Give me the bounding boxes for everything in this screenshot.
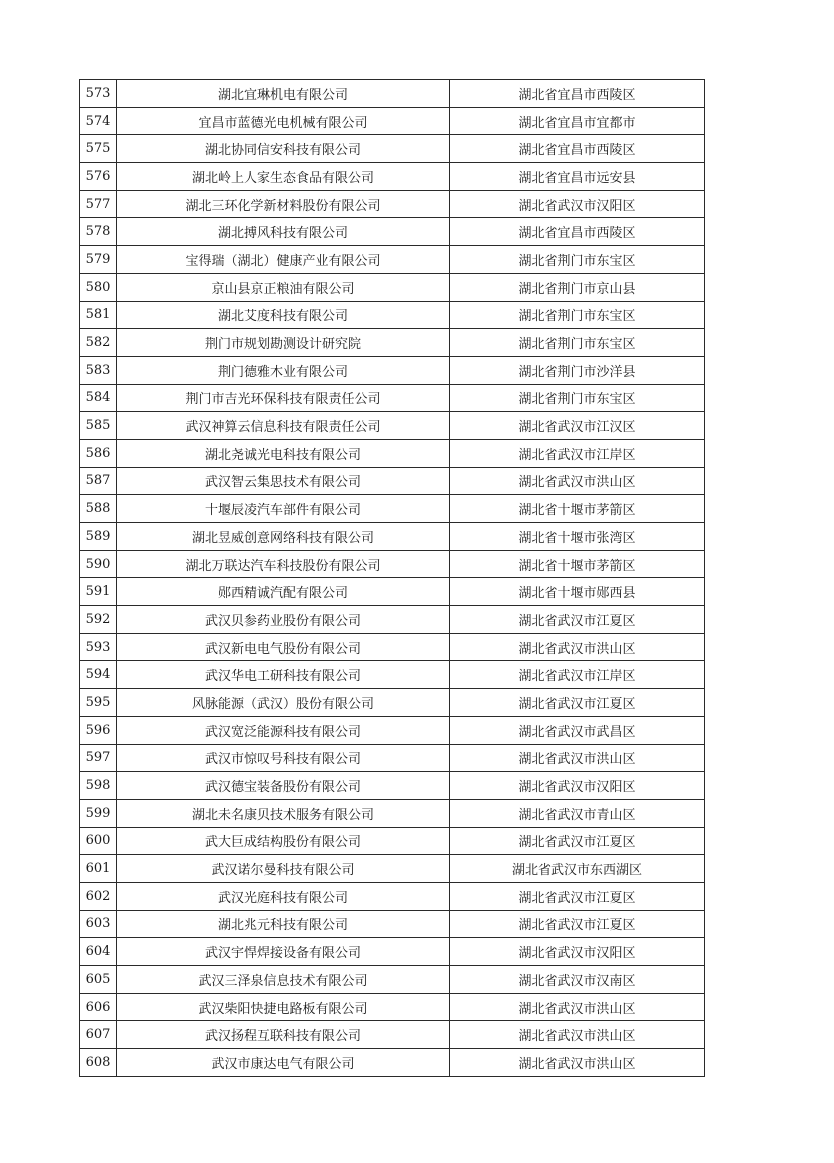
company-location: 湖北省武汉市洪山区 [450, 1049, 705, 1077]
row-number: 595 [80, 689, 117, 717]
company-name: 武汉神算云信息科技有限责任公司 [117, 412, 450, 440]
company-name: 武汉市康达电气有限公司 [117, 1049, 450, 1077]
row-number: 580 [80, 273, 117, 301]
row-number: 573 [80, 80, 117, 108]
company-name: 武汉三泽泉信息技术有限公司 [117, 966, 450, 994]
table-row [80, 827, 705, 855]
company-location: 湖北省武汉市江夏区 [450, 606, 705, 634]
table-row [80, 273, 705, 301]
row-number: 598 [80, 772, 117, 800]
table-row [80, 495, 705, 523]
table-row [80, 135, 705, 163]
company-location: 湖北省宜昌市西陵区 [450, 80, 705, 108]
company-name: 郧西精诚汽配有限公司 [117, 578, 450, 606]
company-location: 湖北省荆门市京山县 [450, 273, 705, 301]
table-row [80, 329, 705, 357]
company-name: 十堰辰凌汽车部件有限公司 [117, 495, 450, 523]
row-number: 587 [80, 467, 117, 495]
table-row [80, 882, 705, 910]
company-location: 湖北省十堰市茅箭区 [450, 550, 705, 578]
table-row [80, 716, 705, 744]
company-name: 武汉智云集思技术有限公司 [117, 467, 450, 495]
row-number: 575 [80, 135, 117, 163]
company-name: 湖北尧诚光电科技有限公司 [117, 439, 450, 467]
table-row [80, 107, 705, 135]
company-location: 湖北省武汉市江岸区 [450, 661, 705, 689]
company-name: 荆门市吉光环保科技有限责任公司 [117, 384, 450, 412]
company-location: 湖北省武汉市汉阳区 [450, 772, 705, 800]
company-name: 湖北岭上人家生态食品有限公司 [117, 163, 450, 191]
row-number: 593 [80, 633, 117, 661]
table-row [80, 1021, 705, 1049]
row-number: 589 [80, 523, 117, 551]
table-row [80, 412, 705, 440]
table-row [80, 80, 705, 108]
table-row [80, 523, 705, 551]
company-location: 湖北省武汉市江夏区 [450, 827, 705, 855]
row-number: 586 [80, 439, 117, 467]
table-row [80, 246, 705, 274]
company-location: 湖北省宜昌市西陵区 [450, 135, 705, 163]
company-location: 湖北省荆门市东宝区 [450, 301, 705, 329]
row-number: 602 [80, 882, 117, 910]
row-number: 605 [80, 966, 117, 994]
company-location: 湖北省武汉市江夏区 [450, 882, 705, 910]
company-location: 湖北省武汉市洪山区 [450, 467, 705, 495]
table-row [80, 938, 705, 966]
company-location: 湖北省武汉市汉阳区 [450, 190, 705, 218]
row-number: 599 [80, 799, 117, 827]
company-location: 湖北省荆门市沙洋县 [450, 356, 705, 384]
company-name: 武汉扬程互联科技有限公司 [117, 1021, 450, 1049]
row-number: 577 [80, 190, 117, 218]
company-name: 荆门市规划勘测设计研究院 [117, 329, 450, 357]
company-name: 京山县京正粮油有限公司 [117, 273, 450, 301]
company-location: 湖北省宜昌市西陵区 [450, 218, 705, 246]
table-row [80, 993, 705, 1021]
table-row [80, 606, 705, 634]
company-location: 湖北省十堰市茅箭区 [450, 495, 705, 523]
table-row [80, 301, 705, 329]
row-number: 574 [80, 107, 117, 135]
company-location: 湖北省十堰市张湾区 [450, 523, 705, 551]
company-name: 武汉宽泛能源科技有限公司 [117, 716, 450, 744]
row-number: 594 [80, 661, 117, 689]
row-number: 584 [80, 384, 117, 412]
table-row [80, 218, 705, 246]
table-row [80, 772, 705, 800]
company-location: 湖北省荆门市东宝区 [450, 246, 705, 274]
row-number: 597 [80, 744, 117, 772]
company-location: 湖北省武汉市青山区 [450, 799, 705, 827]
table-row [80, 550, 705, 578]
company-location: 湖北省武汉市洪山区 [450, 633, 705, 661]
row-number: 583 [80, 356, 117, 384]
row-number: 578 [80, 218, 117, 246]
row-number: 591 [80, 578, 117, 606]
table-row [80, 163, 705, 191]
company-name: 宝得瑞（湖北）健康产业有限公司 [117, 246, 450, 274]
row-number: 607 [80, 1021, 117, 1049]
company-name: 湖北未名康贝技术服务有限公司 [117, 799, 450, 827]
table-row [80, 467, 705, 495]
company-location: 湖北省武汉市汉南区 [450, 966, 705, 994]
company-name: 武汉新电电气股份有限公司 [117, 633, 450, 661]
company-location: 湖北省武汉市洪山区 [450, 744, 705, 772]
company-name: 湖北万联达汽车科技股份有限公司 [117, 550, 450, 578]
table-row [80, 190, 705, 218]
row-number: 576 [80, 163, 117, 191]
row-number: 600 [80, 827, 117, 855]
company-location: 湖北省武汉市汉阳区 [450, 938, 705, 966]
company-location: 湖北省宜昌市宜都市 [450, 107, 705, 135]
company-name: 武汉诺尔曼科技有限公司 [117, 855, 450, 883]
company-location: 湖北省武汉市武昌区 [450, 716, 705, 744]
company-location: 湖北省武汉市江夏区 [450, 689, 705, 717]
row-number: 592 [80, 606, 117, 634]
table-row [80, 799, 705, 827]
company-name: 武汉柴阳快捷电路板有限公司 [117, 993, 450, 1021]
company-name: 武大巨成结构股份有限公司 [117, 827, 450, 855]
table-row [80, 439, 705, 467]
company-name: 湖北艾度科技有限公司 [117, 301, 450, 329]
company-name: 武汉华电工研科技有限公司 [117, 661, 450, 689]
table-row [80, 633, 705, 661]
company-name: 武汉市惊叹号科技有限公司 [117, 744, 450, 772]
table-row [80, 661, 705, 689]
company-name: 湖北宜琳机电有限公司 [117, 80, 450, 108]
company-location: 湖北省武汉市江夏区 [450, 910, 705, 938]
company-name: 武汉贝参药业股份有限公司 [117, 606, 450, 634]
row-number: 604 [80, 938, 117, 966]
row-number: 606 [80, 993, 117, 1021]
row-number: 596 [80, 716, 117, 744]
company-name: 宜昌市蓝德光电机械有限公司 [117, 107, 450, 135]
table-row [80, 1049, 705, 1077]
company-location: 湖北省荆门市东宝区 [450, 384, 705, 412]
company-name: 湖北协同信安科技有限公司 [117, 135, 450, 163]
table-row [80, 384, 705, 412]
company-name: 武汉光庭科技有限公司 [117, 882, 450, 910]
company-table [79, 79, 705, 1077]
company-location: 湖北省武汉市江汉区 [450, 412, 705, 440]
table-row [80, 744, 705, 772]
company-name: 武汉宇悍焊接设备有限公司 [117, 938, 450, 966]
company-name: 风脉能源（武汉）股份有限公司 [117, 689, 450, 717]
row-number: 601 [80, 855, 117, 883]
company-location: 湖北省十堰市郧西县 [450, 578, 705, 606]
company-location: 湖北省武汉市洪山区 [450, 993, 705, 1021]
company-table-body [80, 80, 705, 1077]
table-row [80, 689, 705, 717]
company-name: 湖北昱威创意网络科技有限公司 [117, 523, 450, 551]
company-name: 荆门德雅木业有限公司 [117, 356, 450, 384]
company-name: 湖北三环化学新材料股份有限公司 [117, 190, 450, 218]
row-number: 608 [80, 1049, 117, 1077]
company-location: 湖北省武汉市江岸区 [450, 439, 705, 467]
company-name: 武汉德宝装备股份有限公司 [117, 772, 450, 800]
company-location: 湖北省荆门市东宝区 [450, 329, 705, 357]
row-number: 582 [80, 329, 117, 357]
company-location: 湖北省武汉市东西湖区 [450, 855, 705, 883]
row-number: 588 [80, 495, 117, 523]
table-row [80, 855, 705, 883]
row-number: 585 [80, 412, 117, 440]
table-row [80, 910, 705, 938]
company-name: 湖北兆元科技有限公司 [117, 910, 450, 938]
company-location: 湖北省宜昌市远安县 [450, 163, 705, 191]
table-row [80, 578, 705, 606]
company-location: 湖北省武汉市洪山区 [450, 1021, 705, 1049]
table-row [80, 356, 705, 384]
row-number: 603 [80, 910, 117, 938]
row-number: 581 [80, 301, 117, 329]
table-row [80, 966, 705, 994]
row-number: 590 [80, 550, 117, 578]
company-name: 湖北搏风科技有限公司 [117, 218, 450, 246]
row-number: 579 [80, 246, 117, 274]
